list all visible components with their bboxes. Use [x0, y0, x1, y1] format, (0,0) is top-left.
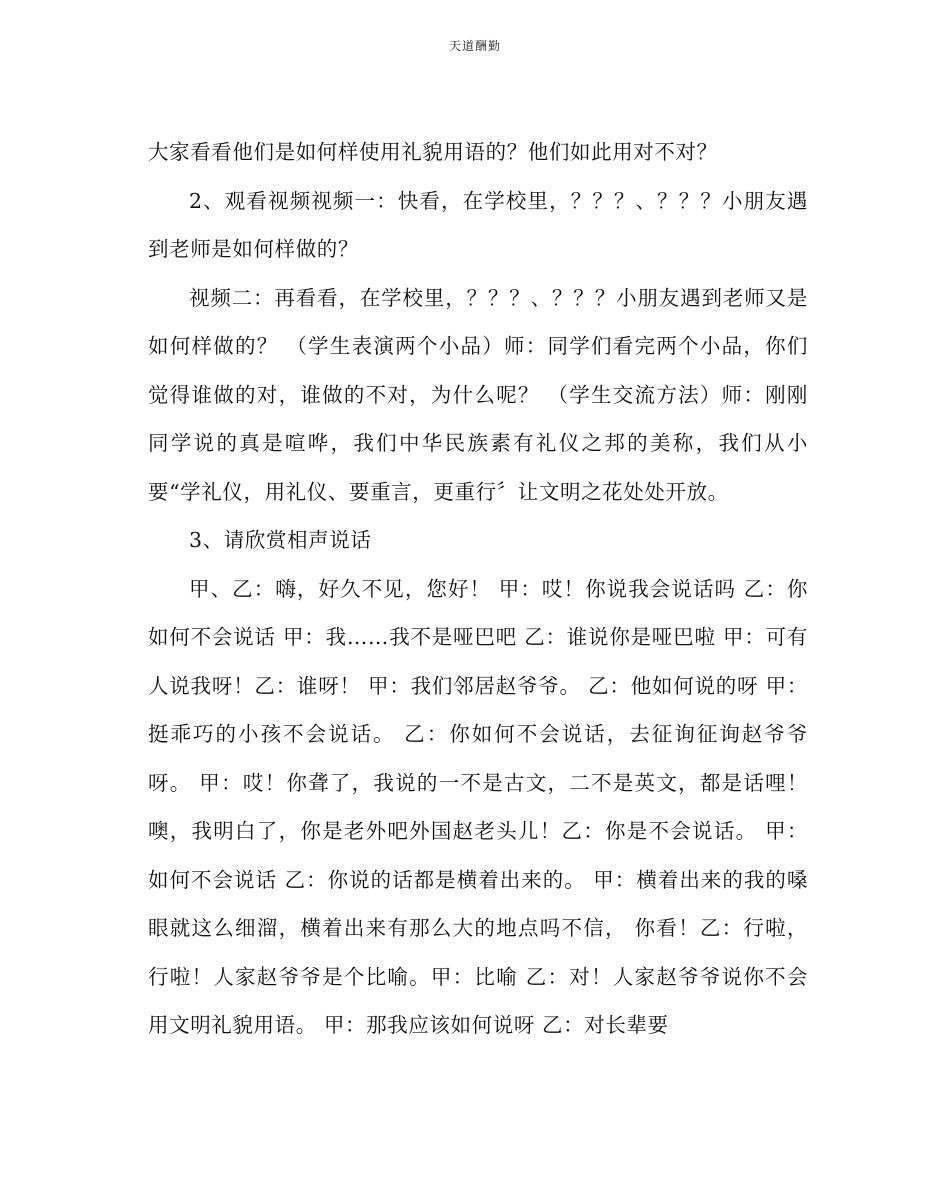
document-body [148, 128, 808, 1050]
paragraph-crosstalk-dialogue: 甲、乙：嗨，好久不见，您好！ 甲：哎！你说我会说话吗 乙：你如何不会说话 甲：我……我不是哑巴吧 乙：谁说你是哑巴啦 甲：可有人说我呀！乙：谁呀！ 甲：我们邻居赵爷爷。 乙：他如何说的呀 甲：挺乖巧的小孩不会说话。 乙：你如何不会说话，去征询征询赵爷爷呀。 甲：哎！你聋了，我说的一不是古文，二不是英文，都是话哩！噢，我明白了，你是老外吧外国赵老头儿！乙：你是不会说话。 甲：如何不会说话 乙：你说的话都是横着出来的。 甲：横着出来的我的嗓眼就这么细溜，横着出来有那么大的地点吗不信， 你看！乙：行啦，行啦！人家赵爷爷是个比喻。甲：比喻 乙：对！人家赵爷爷说你不会用文明礼貌用语。 甲：那我应该如何说呀 乙：对长辈要 [148, 576, 808, 1037]
paragraph-intro-question: 大家看看他们是如何样使用礼貌用语的？他们如此用对不对？ [148, 140, 718, 164]
paragraph-video-one: 2、观看视频视频一：快看，在学校里，？？？、？？？小朋友遇到老师是如何样做的？ [148, 188, 808, 261]
paragraph-crosstalk-heading: 3、请欣赏相声说话 [189, 528, 372, 552]
paragraph-video-two: 视频二：再看看，在学校里，？？？、？？？小朋友遇到老师又是如何样做的？ （学生表演两个小品）师：同学们看完两个小品，你们觉得谁做的对，谁做的不对，为什么呢？ （学生交流方法）师：刚刚同学说的真是喧哗，我们中华民族素有礼仪之邦的美称，我们从小要“学礼仪，用礼仪、要重言，更重行〞让文明之花处处开放。 [148, 285, 808, 504]
page-header: 天道酬勤 [448, 39, 501, 53]
